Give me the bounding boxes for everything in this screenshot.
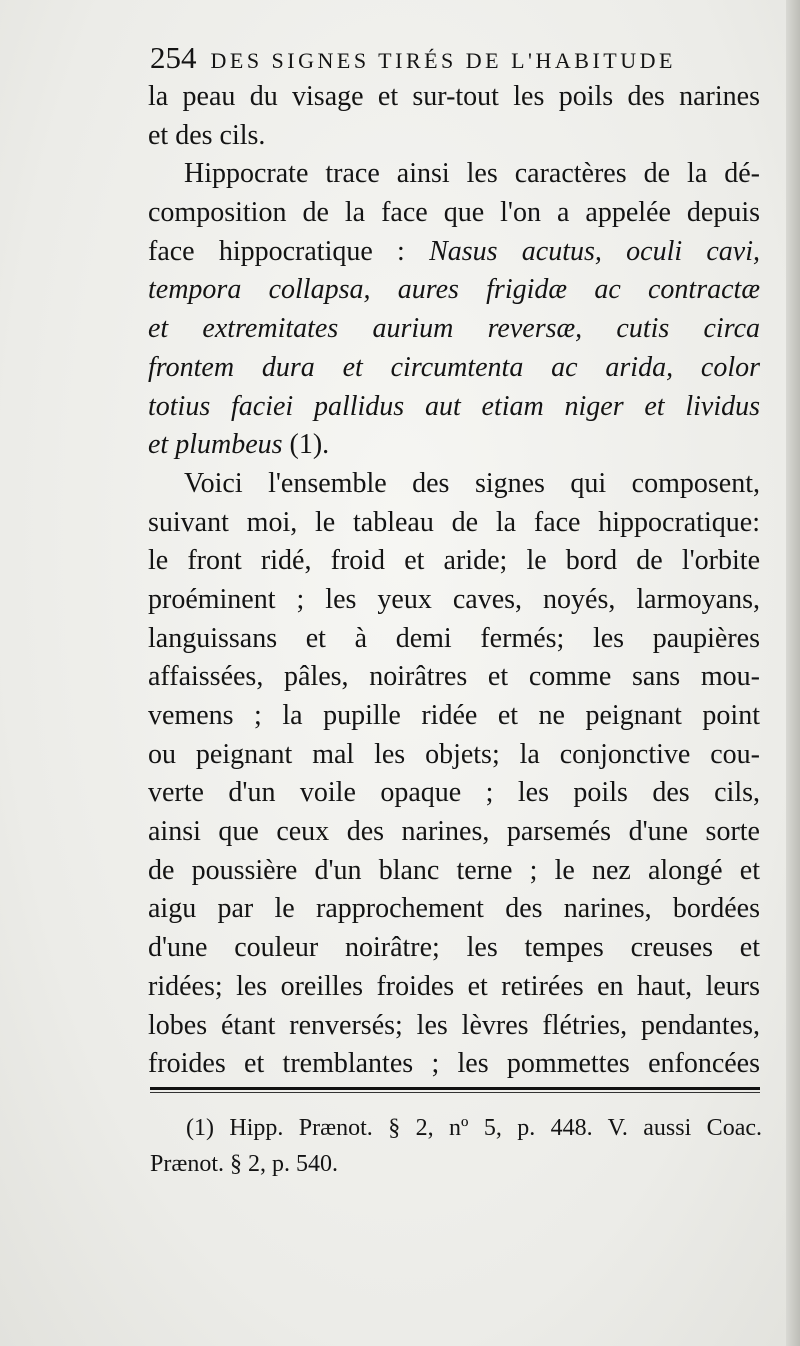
text-line <box>148 1007 760 1046</box>
footnote-rule <box>150 1087 760 1090</box>
text-line-text: et plumbeus <box>148 429 283 461</box>
text-line-text: ridées; les oreilles froides et retirées en haut, leurs <box>148 970 760 1002</box>
text-line-text: Hippocrate trace ainsi les caractères de la dé- <box>184 158 760 190</box>
text-line <box>148 852 760 891</box>
text-line-text: affaissées, pâles, noirâtres et comme sans mou- <box>148 661 760 693</box>
text-line <box>148 542 760 581</box>
text-line <box>148 194 760 233</box>
footnote-line-text: (1) Hipp. Prænot. § 2, nº 5, p. 448. V. aussi Coac. <box>186 1115 762 1141</box>
body-text <box>148 78 760 1084</box>
text-line <box>148 349 760 388</box>
text-line <box>148 658 760 697</box>
text-line-text: et extremitates aurium reversæ, cutis circa <box>148 313 760 345</box>
text-line <box>148 736 760 775</box>
text-line <box>148 233 760 272</box>
text-line <box>148 620 760 659</box>
text-line-text: proéminent ; les yeux caves, noyés, larmoyans, <box>148 583 760 615</box>
text-line <box>148 813 760 852</box>
text-line <box>148 388 760 427</box>
text-line-text: lobes étant renversés; les lèvres flétries, pendantes, <box>148 1009 760 1041</box>
text-line <box>148 581 760 620</box>
text-line <box>148 929 760 968</box>
text-line <box>148 697 760 736</box>
text-line-text: froides et tremblantes ; les pommettes enfoncées <box>148 1048 760 1080</box>
text-line-text: aigu par le rapprochement des narines, bordées <box>148 893 760 925</box>
text-line <box>148 155 760 194</box>
footnote-line <box>150 1146 762 1182</box>
text-line <box>148 890 760 929</box>
text-line-text: ou peignant mal les objets; la conjonctive cou- <box>148 738 760 770</box>
text-line-text: Voici l'ensemble des signes qui composent, <box>184 467 760 499</box>
footnote-line-text: Prænot. § 2, p. 540. <box>150 1151 339 1177</box>
text-line <box>148 117 760 156</box>
text-line-text: tempora collapsa, aures frigidæ ac contractæ <box>148 274 760 306</box>
text-line <box>148 78 760 117</box>
text-line-text: le front ridé, froid et aride; le bord de l'orbite <box>148 545 760 577</box>
text-line-text: de poussière d'un blanc terne ; le nez alongé et <box>148 854 760 886</box>
text-line <box>148 504 760 543</box>
text-line-text: frontem dura et circumtenta ac arida, color <box>148 351 760 383</box>
footnote-line <box>150 1110 762 1146</box>
text-line <box>148 465 760 504</box>
text-line <box>148 968 760 1007</box>
footnote-rule-thin <box>150 1092 760 1093</box>
page-header <box>150 40 710 76</box>
running-title: DES SIGNES TIRÉS DE L'HABITUDE <box>210 48 676 73</box>
page-edge-shadow <box>786 0 800 1346</box>
text-line-text: languissans et à demi fermés; les paupières <box>148 622 760 654</box>
footnotes <box>150 1110 762 1182</box>
page-number: 254 <box>150 40 197 75</box>
text-line-text: vemens ; la pupille ridée et ne peignant point <box>148 700 760 731</box>
text-line <box>148 426 760 465</box>
text-line <box>148 1045 760 1084</box>
text-line-text: totius faciei pallidus aut etiam niger et lividus <box>148 390 760 422</box>
text-line-text: d'une couleur noirâtre; les tempes creuses et <box>148 932 760 964</box>
text-line-text: et des cils. <box>148 119 266 151</box>
text-line <box>148 310 760 349</box>
text-line-text: composition de la face que l'on a appelée depuis <box>148 197 760 229</box>
text-line-text: suivant moi, le tableau de la face hippocratique: <box>148 506 760 538</box>
text-line <box>148 271 760 310</box>
text-line-text: ainsi que ceux des narines, parsemés d'une sorte <box>148 816 760 848</box>
text-line-text: verte d'un voile opaque ; les poils des cils, <box>148 777 760 809</box>
text-line-footnote-ref: (1). <box>282 429 330 461</box>
text-line <box>148 774 760 813</box>
text-line-text: la peau du visage et sur-tout les poils des narines <box>148 81 760 112</box>
text-line-italic-text: Nasus acutus, oculi cavi, <box>429 235 760 267</box>
text-line-text: face hippocratique : <box>148 235 405 267</box>
